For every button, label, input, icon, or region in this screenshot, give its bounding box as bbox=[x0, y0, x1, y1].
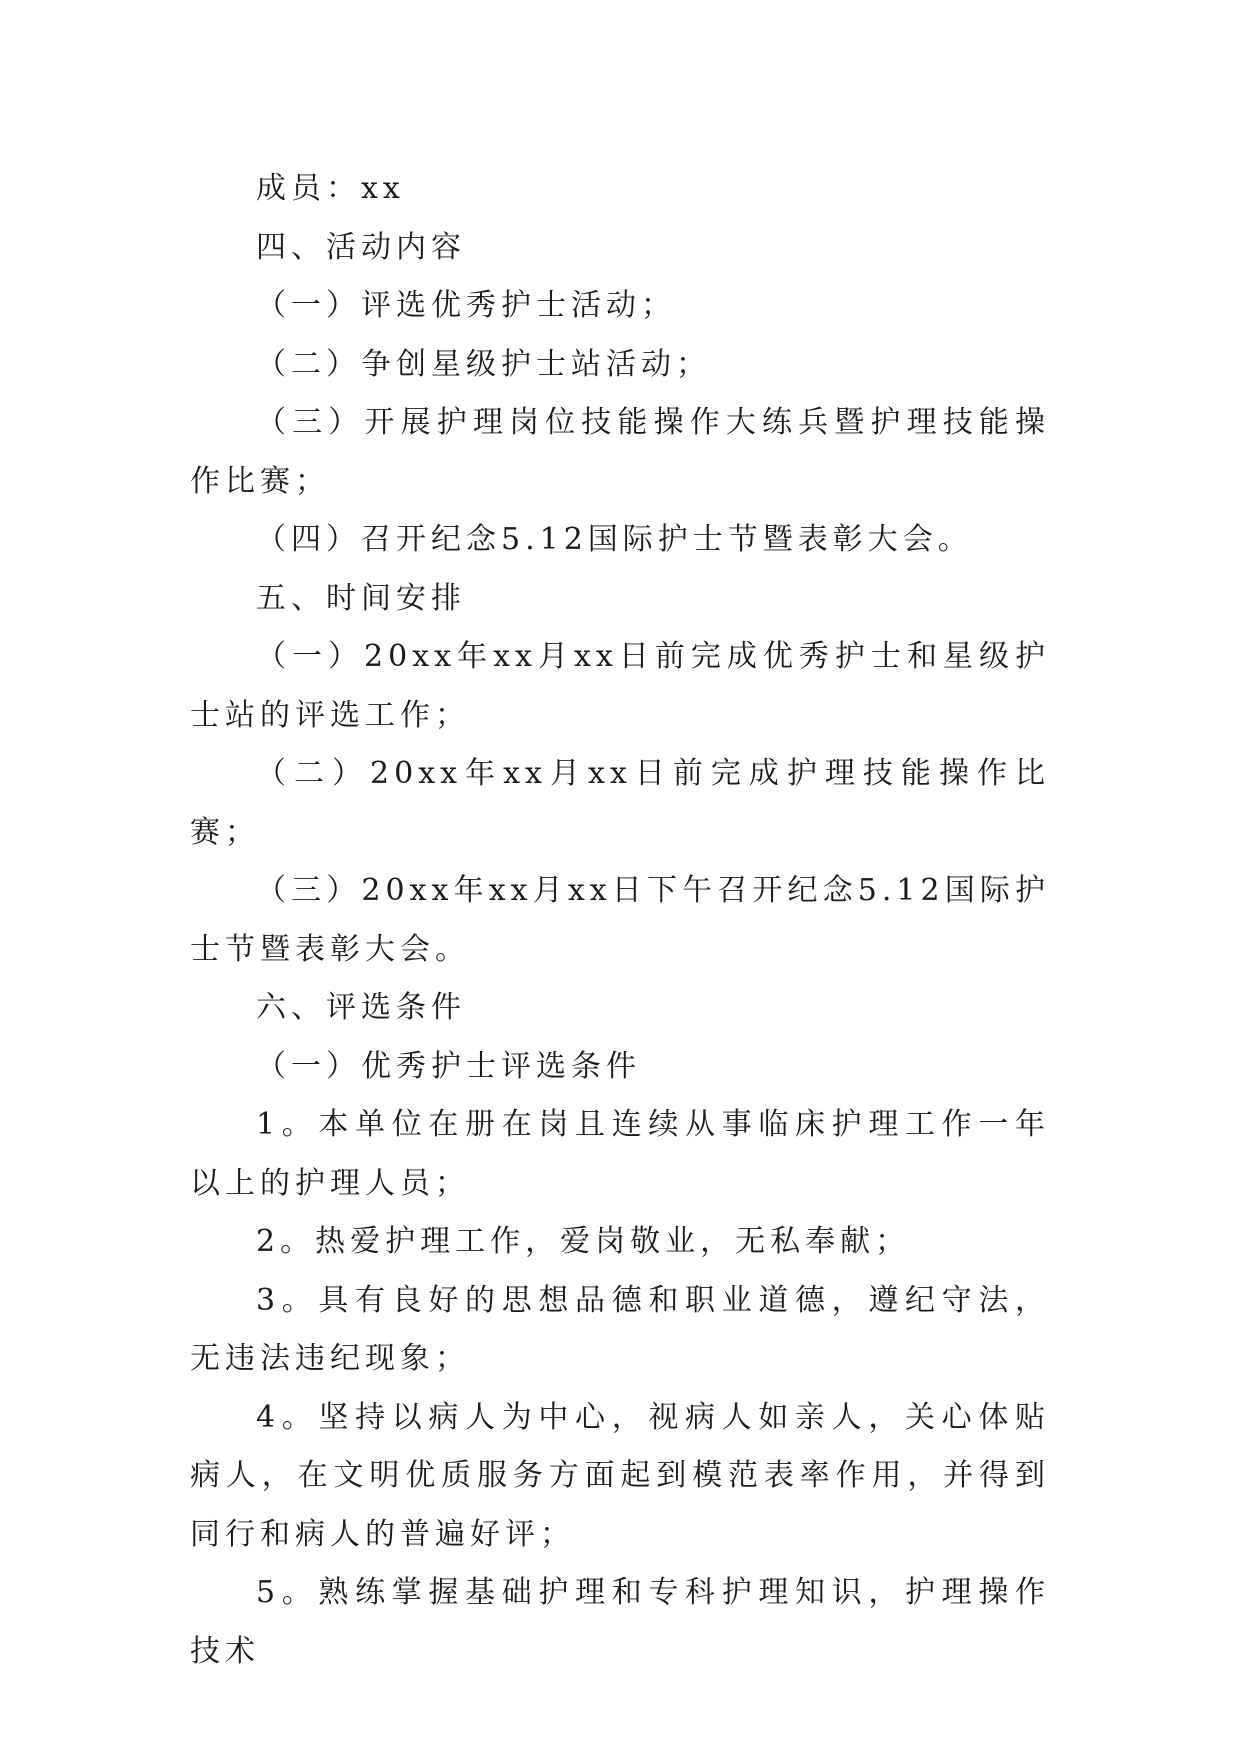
paragraph-criterion-1: 1。本单位在册在岗且连续从事临床护理工作一年以上的护理人员； bbox=[190, 1107, 1050, 1201]
paragraph-schedule-2: （二）20xx年xx月xx日前完成护理技能操作比赛； bbox=[190, 756, 1050, 850]
paragraph-activity-2: （二）争创星级护士站活动； bbox=[256, 346, 711, 382]
paragraph-criterion-5: 5。熟练掌握基础护理和专科护理知识，护理操作技术 bbox=[190, 1575, 1050, 1669]
paragraph-activity-3: （三）开展护理岗位技能操作大练兵暨护理技能操作比赛； bbox=[190, 405, 1050, 499]
heading-activity-content: 四、活动内容 bbox=[256, 229, 466, 265]
paragraph-criterion-4: 4。坚持以病人为中心，视病人如亲人，关心体贴病人，在文明优质服务方面起到模范表率作用，并得到同行和病人的普遍好评； bbox=[190, 1399, 1050, 1552]
paragraph-activity-4: （四）召开纪念5.12国际护士节暨表彰大会。 bbox=[256, 522, 973, 557]
paragraph-activity-1: （一）评选优秀护士活动； bbox=[256, 288, 676, 323]
document-body bbox=[190, 160, 1050, 1681]
paragraph-schedule-3: （三）20xx年xx月xx日下午召开纪念5.12国际护士节暨表彰大会。 bbox=[190, 873, 1050, 967]
subheading-excellent-nurse-criteria: （一）优秀护士评选条件 bbox=[256, 1048, 641, 1084]
paragraph-criterion-2: 2。热爱护理工作，爱岗敬业，无私奉献； bbox=[256, 1224, 911, 1259]
heading-selection-criteria: 六、评选条件 bbox=[256, 990, 466, 1025]
paragraph-schedule-1: （一）20xx年xx月xx日前完成优秀护士和星级护士站的评选工作； bbox=[190, 639, 1050, 733]
paragraph-members: 成员：xx bbox=[256, 171, 405, 206]
paragraph-criterion-3: 3。具有良好的思想品德和职业道德，遵纪守法，无违法违纪现象； bbox=[190, 1282, 1050, 1376]
heading-schedule: 五、时间安排 bbox=[256, 580, 466, 616]
